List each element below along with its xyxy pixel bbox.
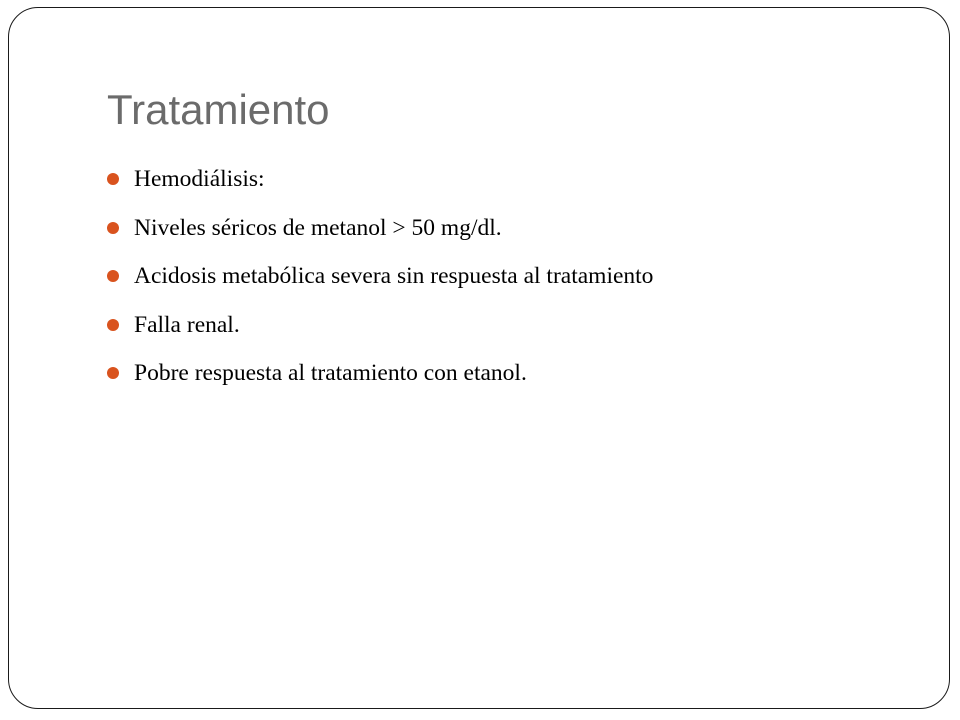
slide-title: Tratamiento: [107, 86, 330, 133]
bullet-text: Niveles séricos de metanol > 50 mg/dl.: [134, 214, 502, 241]
bullet-dot-icon: [107, 173, 119, 185]
bullet-item: [107, 209, 653, 258]
bullet-text: Pobre respuesta al tratamiento con etanol.: [134, 360, 527, 386]
bullet-dot-icon: [107, 319, 119, 331]
bullet-item: [107, 306, 653, 355]
bullet-text: Falla renal.: [134, 311, 240, 338]
bullet-text: Hemodiálisis:: [134, 166, 265, 192]
bullet-item: [107, 257, 653, 306]
bullet-dot-icon: [107, 222, 119, 234]
bullet-item: [107, 160, 653, 209]
bullet-dot-icon: [107, 270, 119, 282]
bullet-text: Acidosis metabólica severa sin respuesta al tratamiento: [134, 263, 654, 289]
bullet-list: [107, 160, 653, 403]
bullet-dot-icon: [107, 367, 119, 379]
bullet-item: [107, 354, 653, 403]
